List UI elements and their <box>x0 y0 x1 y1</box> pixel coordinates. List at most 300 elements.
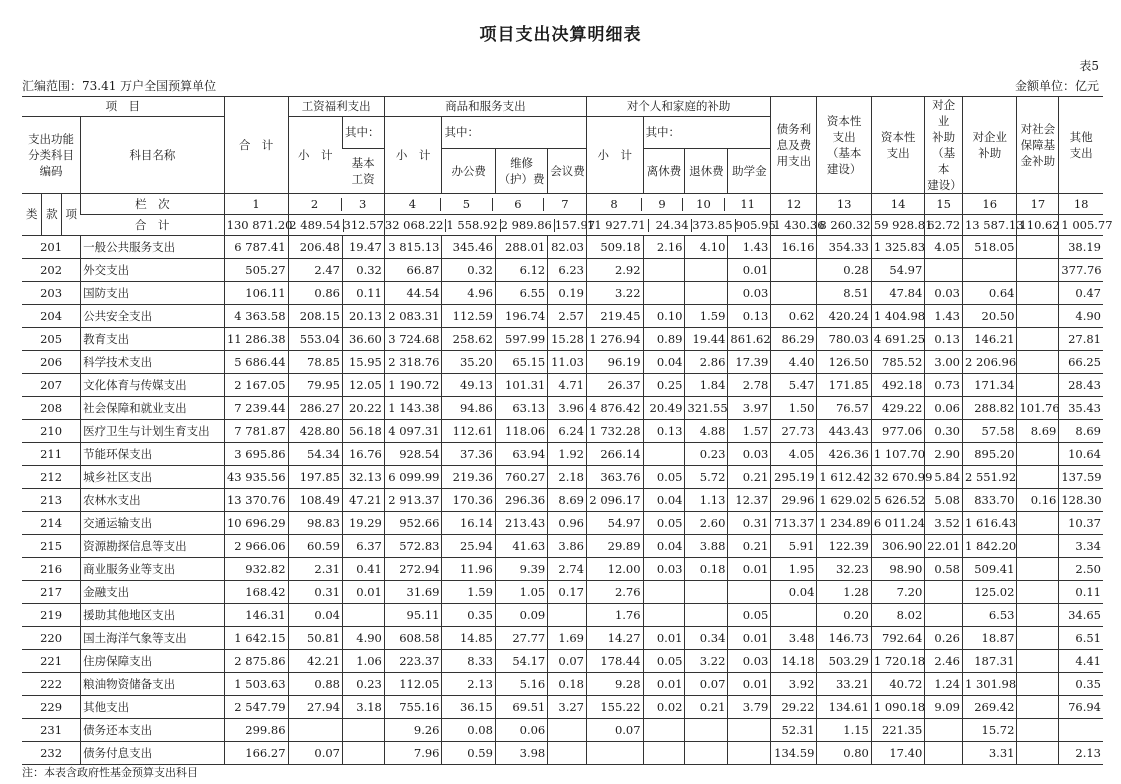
row-value: 13 370.76 <box>224 489 288 512</box>
row-value: 26.37 <box>587 374 644 397</box>
row-value: 4.90 <box>1059 305 1103 328</box>
row-value <box>643 581 685 604</box>
row-value: 2.57 <box>548 305 587 328</box>
row-value: 171.34 <box>962 374 1016 397</box>
row-value: 503.29 <box>817 650 871 673</box>
row-value: 171.85 <box>817 374 871 397</box>
row-value: 0.04 <box>643 535 685 558</box>
header-kuan: 款 <box>42 194 62 236</box>
row-value: 19.29 <box>342 512 384 535</box>
row-name: 商业服务业等支出 <box>81 558 225 581</box>
row-code: 222 <box>22 673 81 696</box>
header-social: 对社会 保障基 金补助 <box>1017 97 1059 194</box>
page-title: 项目支出决算明细表 <box>479 25 642 45</box>
row-value: 572.83 <box>384 535 442 558</box>
row-value: 82.03 <box>548 236 587 259</box>
row-value: 35.43 <box>1059 397 1103 420</box>
row-value: 0.31 <box>288 581 342 604</box>
row-value: 1.59 <box>685 305 728 328</box>
header-stipend: 助学金 <box>728 149 771 194</box>
row-name: 交通运输支出 <box>81 512 225 535</box>
row-value: 2.78 <box>728 374 771 397</box>
row-value: 1 090.18 <box>871 696 924 719</box>
row-value: 713.37 <box>771 512 817 535</box>
row-value: 429.22 <box>871 397 924 420</box>
row-value: 1 143.38 <box>384 397 442 420</box>
row-value <box>288 719 342 742</box>
row-value: 197.85 <box>288 466 342 489</box>
row-name: 债务还本支出 <box>81 719 225 742</box>
header-basic-wage: 基本 工资 <box>342 149 384 194</box>
table-row <box>22 374 1103 397</box>
row-value: 0.32 <box>442 259 495 282</box>
row-value: 932.82 <box>224 558 288 581</box>
row-value: 0.07 <box>685 673 728 696</box>
row-value: 6 099.99 <box>384 466 442 489</box>
row-value: 0.20 <box>817 604 871 627</box>
row-value: 0.21 <box>728 466 771 489</box>
row-value: 36.15 <box>442 696 495 719</box>
row-value: 8.69 <box>1017 420 1059 443</box>
header-repair: 维修 （护）费 <box>495 149 547 194</box>
unit-label: 金额单位：亿元 <box>1014 79 1099 93</box>
row-name: 医疗卫生与计划生育支出 <box>81 420 225 443</box>
header-capital: 资本性 支出 <box>871 97 924 194</box>
column-number: 12 <box>771 194 817 215</box>
row-code: 221 <box>22 650 81 673</box>
row-code: 201 <box>22 236 81 259</box>
row-code: 203 <box>22 282 81 305</box>
row-value: 28.43 <box>1059 374 1103 397</box>
header-goods: 商品和服务支出 <box>384 97 586 117</box>
header-goods-subtotal: 小 计 <box>384 117 442 194</box>
row-value: 7 781.87 <box>224 420 288 443</box>
row-name: 城乡社区支出 <box>81 466 225 489</box>
row-name: 社会保障和就业支出 <box>81 397 225 420</box>
header-personal-subtotal: 小 计 <box>587 117 644 194</box>
row-value: 1 732.28 <box>587 420 644 443</box>
row-value: 221.35 <box>871 719 924 742</box>
row-value: 0.09 <box>495 604 547 627</box>
row-value: 492.18 <box>871 374 924 397</box>
row-value: 86.29 <box>771 328 817 351</box>
row-value <box>342 604 384 627</box>
row-value: 2.47 <box>288 259 342 282</box>
row-value: 4 691.25 <box>871 328 924 351</box>
row-value: 0.11 <box>342 282 384 305</box>
row-value <box>1017 512 1059 535</box>
table-row <box>22 627 1103 650</box>
header-personal: 对个人和家庭的补助 <box>587 97 771 117</box>
row-value: 785.52 <box>871 351 924 374</box>
total-value: 8 260.32 <box>817 215 871 236</box>
row-value <box>1017 305 1059 328</box>
row-value: 41.63 <box>495 535 547 558</box>
row-value <box>685 719 728 742</box>
row-value: 33.21 <box>817 673 871 696</box>
row-value: 34.65 <box>1059 604 1103 627</box>
row-code: 219 <box>22 604 81 627</box>
row-value <box>1017 673 1059 696</box>
row-value: 40.72 <box>871 673 924 696</box>
row-value: 0.41 <box>342 558 384 581</box>
row-value: 0.03 <box>643 558 685 581</box>
header-xiang: 项 <box>62 194 81 236</box>
header-wage-of-which: 其中： <box>342 117 384 149</box>
row-value: 29.22 <box>771 696 817 719</box>
row-value: 14.27 <box>587 627 644 650</box>
row-value: 780.03 <box>817 328 871 351</box>
row-value: 219.45 <box>587 305 644 328</box>
row-code: 208 <box>22 397 81 420</box>
row-value: 1.43 <box>925 305 963 328</box>
row-value: 1.84 <box>685 374 728 397</box>
row-value: 38.19 <box>1059 236 1103 259</box>
row-value: 1 642.15 <box>224 627 288 650</box>
row-value: 321.55 <box>685 397 728 420</box>
row-value: 0.05 <box>728 604 771 627</box>
row-value: 5.72 <box>685 466 728 489</box>
row-value: 1.76 <box>587 604 644 627</box>
row-value: 178.44 <box>587 650 644 673</box>
row-code: 232 <box>22 742 81 765</box>
table-row <box>22 489 1103 512</box>
row-value: 12.37 <box>728 489 771 512</box>
row-value: 1 404.98 <box>871 305 924 328</box>
row-value: 16.14 <box>442 512 495 535</box>
row-value <box>548 604 587 627</box>
row-value: 4.10 <box>685 236 728 259</box>
row-value: 0.08 <box>442 719 495 742</box>
row-value <box>1059 719 1103 742</box>
table-row <box>22 443 1103 466</box>
row-value <box>1017 604 1059 627</box>
table-row <box>22 236 1103 259</box>
row-value: 258.62 <box>442 328 495 351</box>
total-value: 1 005.77 <box>1059 215 1103 236</box>
total-value: 1 430.36 <box>771 215 817 236</box>
row-value: 0.01 <box>728 673 771 696</box>
row-value: 10.64 <box>1059 443 1103 466</box>
header-office: 办公费 <box>442 149 495 194</box>
row-value: 0.23 <box>342 673 384 696</box>
row-value: 443.43 <box>817 420 871 443</box>
row-value: 2.86 <box>685 351 728 374</box>
row-value: 126.50 <box>817 351 871 374</box>
row-value: 15.72 <box>962 719 1016 742</box>
row-value <box>925 742 963 765</box>
row-value: 6.24 <box>548 420 587 443</box>
row-code: 213 <box>22 489 81 512</box>
row-code: 220 <box>22 627 81 650</box>
row-value: 0.21 <box>728 535 771 558</box>
row-value: 10 696.29 <box>224 512 288 535</box>
row-value: 19.44 <box>685 328 728 351</box>
row-value: 1.15 <box>817 719 871 742</box>
row-name: 债务付息支出 <box>81 742 225 765</box>
row-value <box>643 259 685 282</box>
table-row <box>22 328 1103 351</box>
row-value: 861.62 <box>728 328 771 351</box>
row-value: 0.03 <box>728 650 771 673</box>
row-value: 6 011.24 <box>871 512 924 535</box>
column-number: 18 <box>1059 194 1103 215</box>
row-value: 0.04 <box>643 489 685 512</box>
row-value: 5 626.52 <box>871 489 924 512</box>
row-value: 16.76 <box>342 443 384 466</box>
row-value: 36.60 <box>342 328 384 351</box>
row-value: 0.03 <box>728 282 771 305</box>
row-name: 科学技术支出 <box>81 351 225 374</box>
row-value: 0.64 <box>962 282 1016 305</box>
row-value: 112.05 <box>384 673 442 696</box>
row-value: 3.79 <box>728 696 771 719</box>
row-value: 9.09 <box>925 696 963 719</box>
row-value: 0.30 <box>925 420 963 443</box>
row-value <box>1017 443 1059 466</box>
row-value: 27.73 <box>771 420 817 443</box>
row-value: 0.07 <box>288 742 342 765</box>
row-value: 4.41 <box>1059 650 1103 673</box>
row-value: 3.98 <box>495 742 547 765</box>
header-other: 其他 支出 <box>1059 97 1103 194</box>
row-value: 2 551.92 <box>962 466 1016 489</box>
row-value <box>1017 236 1059 259</box>
row-value: 155.22 <box>587 696 644 719</box>
row-value: 269.42 <box>962 696 1016 719</box>
total-wage: 2 489.54 312.57 <box>288 215 384 236</box>
total-value: 110.62 <box>1017 215 1059 236</box>
header-wage: 工资福利支出 <box>288 97 384 117</box>
table-row <box>22 604 1103 627</box>
row-value: 288.82 <box>962 397 1016 420</box>
row-value <box>685 282 728 305</box>
row-value: 3.27 <box>548 696 587 719</box>
row-value: 50.81 <box>288 627 342 650</box>
row-value: 1 616.43 <box>962 512 1016 535</box>
row-value: 0.02 <box>643 696 685 719</box>
row-value: 1.69 <box>548 627 587 650</box>
header-goods-of-which: 其中： <box>442 117 587 149</box>
row-value: 19.47 <box>342 236 384 259</box>
row-value <box>685 581 728 604</box>
row-code: 207 <box>22 374 81 397</box>
column-number: 13 <box>817 194 871 215</box>
row-value: 65.15 <box>495 351 547 374</box>
row-value: 108.49 <box>288 489 342 512</box>
header-enterprise: 对企业 补助 <box>962 97 1016 194</box>
row-value: 1 190.72 <box>384 374 442 397</box>
row-value: 49.13 <box>442 374 495 397</box>
row-value: 11.96 <box>442 558 495 581</box>
row-value: 1 276.94 <box>587 328 644 351</box>
row-value: 98.83 <box>288 512 342 535</box>
total-value: 62.72 <box>925 215 963 236</box>
row-value: 928.54 <box>384 443 442 466</box>
row-value: 288.01 <box>495 236 547 259</box>
row-code: 214 <box>22 512 81 535</box>
row-value: 60.59 <box>288 535 342 558</box>
row-value: 8.33 <box>442 650 495 673</box>
row-name: 金融支出 <box>81 581 225 604</box>
row-value: 1 325.83 <box>871 236 924 259</box>
row-code: 205 <box>22 328 81 351</box>
row-value: 10.37 <box>1059 512 1103 535</box>
table-row <box>22 282 1103 305</box>
row-value: 977.06 <box>871 420 924 443</box>
row-value: 2 206.96 <box>962 351 1016 374</box>
row-value: 0.04 <box>771 581 817 604</box>
row-value: 354.33 <box>817 236 871 259</box>
row-value: 3.86 <box>548 535 587 558</box>
row-value: 5.08 <box>925 489 963 512</box>
row-value: 14.85 <box>442 627 495 650</box>
row-value: 2.16 <box>643 236 685 259</box>
row-value: 208.15 <box>288 305 342 328</box>
row-value: 266.14 <box>587 443 644 466</box>
row-value: 27.77 <box>495 627 547 650</box>
row-value: 4 097.31 <box>384 420 442 443</box>
row-value: 295.19 <box>771 466 817 489</box>
row-value: 63.94 <box>495 443 547 466</box>
row-value: 3.88 <box>685 535 728 558</box>
row-value: 1.13 <box>685 489 728 512</box>
row-value: 4 363.58 <box>224 305 288 328</box>
row-value: 0.34 <box>685 627 728 650</box>
row-value: 29.96 <box>771 489 817 512</box>
row-value: 0.62 <box>771 305 817 328</box>
row-value <box>685 259 728 282</box>
row-value: 0.05 <box>643 650 685 673</box>
row-value <box>962 259 1016 282</box>
column-number-wage: 2 3 <box>288 194 384 215</box>
row-value: 363.76 <box>587 466 644 489</box>
row-value: 2 318.76 <box>384 351 442 374</box>
row-value: 96.19 <box>587 351 644 374</box>
row-value: 2.90 <box>925 443 963 466</box>
row-value: 0.28 <box>817 259 871 282</box>
row-value: 32 670.99 <box>871 466 924 489</box>
table-number: 表5 <box>1079 59 1099 73</box>
table-row <box>22 351 1103 374</box>
row-value: 223.37 <box>384 650 442 673</box>
row-value: 0.17 <box>548 581 587 604</box>
row-value: 0.06 <box>495 719 547 742</box>
row-value: 7.20 <box>871 581 924 604</box>
row-value: 106.11 <box>224 282 288 305</box>
column-number-goods: 4 5 6 7 <box>384 194 586 215</box>
row-value: 2 083.31 <box>384 305 442 328</box>
expenditure-table <box>22 96 1113 765</box>
row-value: 187.31 <box>962 650 1016 673</box>
row-value: 20.50 <box>962 305 1016 328</box>
row-value: 0.13 <box>728 305 771 328</box>
row-value: 2.92 <box>587 259 644 282</box>
row-value: 168.42 <box>224 581 288 604</box>
row-value: 1.50 <box>771 397 817 420</box>
row-value: 0.06 <box>925 397 963 420</box>
row-value: 213.43 <box>495 512 547 535</box>
row-value <box>643 443 685 466</box>
row-name: 一般公共服务支出 <box>81 236 225 259</box>
row-value: 4.90 <box>342 627 384 650</box>
row-value: 2.46 <box>925 650 963 673</box>
column-number: 15 <box>925 194 963 215</box>
total-label: 合 计 <box>81 215 225 236</box>
row-name: 国防支出 <box>81 282 225 305</box>
row-value: 1 107.70 <box>871 443 924 466</box>
row-value: 79.95 <box>288 374 342 397</box>
row-value: 76.94 <box>1059 696 1103 719</box>
row-value: 0.10 <box>643 305 685 328</box>
row-value: 54.97 <box>587 512 644 535</box>
header-personal-of-which: 其中： <box>643 117 771 149</box>
row-name: 资源勘探信息等支出 <box>81 535 225 558</box>
row-value: 272.94 <box>384 558 442 581</box>
row-value: 2 547.79 <box>224 696 288 719</box>
table-row <box>22 420 1103 443</box>
row-code: 206 <box>22 351 81 374</box>
row-value: 15.95 <box>342 351 384 374</box>
row-value: 0.96 <box>548 512 587 535</box>
row-value: 0.01 <box>728 627 771 650</box>
row-value: 755.16 <box>384 696 442 719</box>
row-value: 0.88 <box>288 673 342 696</box>
row-value <box>1017 328 1059 351</box>
row-value <box>342 719 384 742</box>
row-code: 210 <box>22 420 81 443</box>
header-wage-subtotal: 小 计 <box>288 117 342 194</box>
row-value: 146.31 <box>224 604 288 627</box>
row-value: 2 913.37 <box>384 489 442 512</box>
row-value: 2 966.06 <box>224 535 288 558</box>
row-value: 196.74 <box>495 305 547 328</box>
row-value <box>548 719 587 742</box>
row-value: 1 301.98 <box>962 673 1016 696</box>
row-value: 1 612.42 <box>817 466 871 489</box>
row-name: 文化体育与传媒支出 <box>81 374 225 397</box>
table-row <box>22 397 1103 420</box>
row-value: 6.37 <box>342 535 384 558</box>
header-code: 支出功能 分类科目 编码 <box>22 117 81 194</box>
row-name: 公共安全支出 <box>81 305 225 328</box>
row-value: 3.48 <box>771 627 817 650</box>
row-value <box>1017 581 1059 604</box>
row-value <box>728 719 771 742</box>
row-value: 54.34 <box>288 443 342 466</box>
row-value <box>685 604 728 627</box>
row-value: 597.99 <box>495 328 547 351</box>
row-code: 216 <box>22 558 81 581</box>
row-value: 56.18 <box>342 420 384 443</box>
row-value: 7.96 <box>384 742 442 765</box>
row-value: 6.51 <box>1059 627 1103 650</box>
row-value: 69.51 <box>495 696 547 719</box>
row-value: 20.22 <box>342 397 384 420</box>
row-value: 0.01 <box>342 581 384 604</box>
row-value: 1.06 <box>342 650 384 673</box>
row-value: 2.60 <box>685 512 728 535</box>
row-value: 166.27 <box>224 742 288 765</box>
row-value <box>1017 742 1059 765</box>
row-value: 1.57 <box>728 420 771 443</box>
row-value: 37.36 <box>442 443 495 466</box>
row-value: 8.51 <box>817 282 871 305</box>
row-value: 0.26 <box>925 627 963 650</box>
row-value: 146.73 <box>817 627 871 650</box>
row-value: 5.84 <box>925 466 963 489</box>
row-value: 1.92 <box>548 443 587 466</box>
